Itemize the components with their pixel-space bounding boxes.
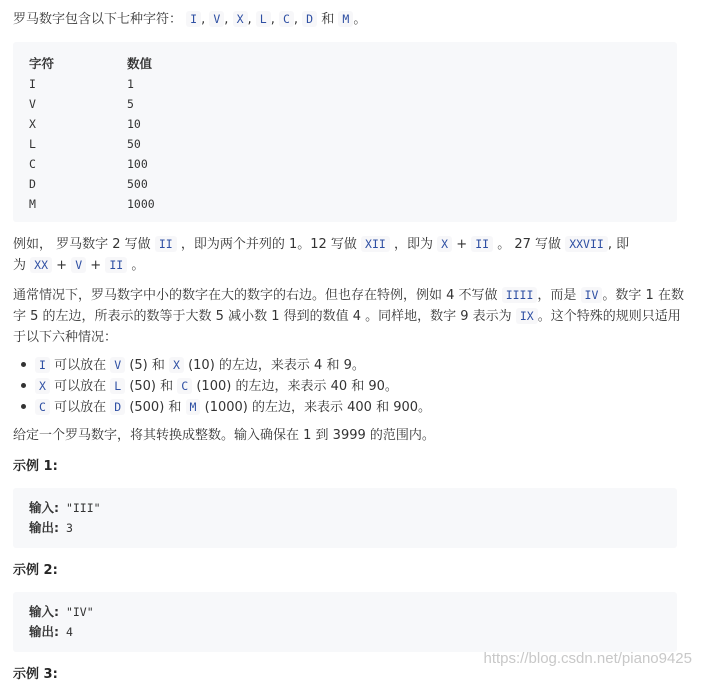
- example-1-block: 输入: "III" 输出: 3: [13, 488, 677, 548]
- rule-paragraph: 通常情况下，罗马数字中小的数字在大的数字的右边。但也存在特例，例如 4 不写做 IIII ，而是 IV 。数字 1 在数 字 5 的左边，所表示的数等于大数 5 减小数 1 得到的数值 4 。同样地，数字 9 表示为 IX 。这个特殊的规则只适用 于以下六种情况：: [13, 288, 684, 345]
- list-item: I 可以放在 V (5) 和 X (10) 的左边，来表示 4 和 9。: [35, 355, 677, 376]
- task-statement: 给定一个罗马数字，将其转换成整数。输入确保在 1 到 3999 的范围内。: [13, 428, 435, 443]
- code-symbol: C: [279, 11, 294, 27]
- table-row: L 50: [29, 137, 141, 151]
- watermark: https://blog.csdn.net/piano9425: [483, 650, 692, 667]
- table-row: C 100: [29, 157, 148, 171]
- code-symbol: X: [233, 11, 248, 27]
- table-header: 字符 数值: [29, 56, 153, 71]
- code-symbol: V: [209, 11, 224, 27]
- intro-line: 罗马数字包含以下七种字符： I , V , X , L , C , D 和 M 。: [13, 12, 367, 27]
- example-2-block: 输入: "IV" 输出: 4: [13, 592, 677, 652]
- example-1-title: 示例 1:: [13, 459, 58, 474]
- table-row: V 5: [29, 97, 134, 111]
- example-3-title: 示例 3:: [13, 667, 58, 682]
- code-symbol: L: [256, 11, 271, 27]
- code-symbol: I: [186, 11, 201, 27]
- code-symbol: M: [338, 11, 353, 27]
- cases-list: [13, 355, 677, 418]
- example-2-title: 示例 2:: [13, 563, 58, 578]
- table-row: I 1: [29, 77, 134, 91]
- table-row: M 1000: [29, 197, 155, 211]
- symbol-value-table: [13, 42, 677, 222]
- list-item: X 可以放在 L (50) 和 C (100) 的左边，来表示 40 和 90。: [35, 376, 677, 397]
- table-row: X 10: [29, 117, 141, 131]
- code-symbol: D: [302, 11, 317, 27]
- example-paragraph: 例如， 罗马数字 2 写做 II ，即为两个并列的 1。12 写做 XII ，即为 X + II 。 27 写做 XXVII , 即 为 XX + V + II 。: [13, 237, 630, 273]
- table-row: D 500: [29, 177, 148, 191]
- list-item: C 可以放在 D (500) 和 M (1000) 的左边，来表示 400 和 900。: [35, 397, 677, 418]
